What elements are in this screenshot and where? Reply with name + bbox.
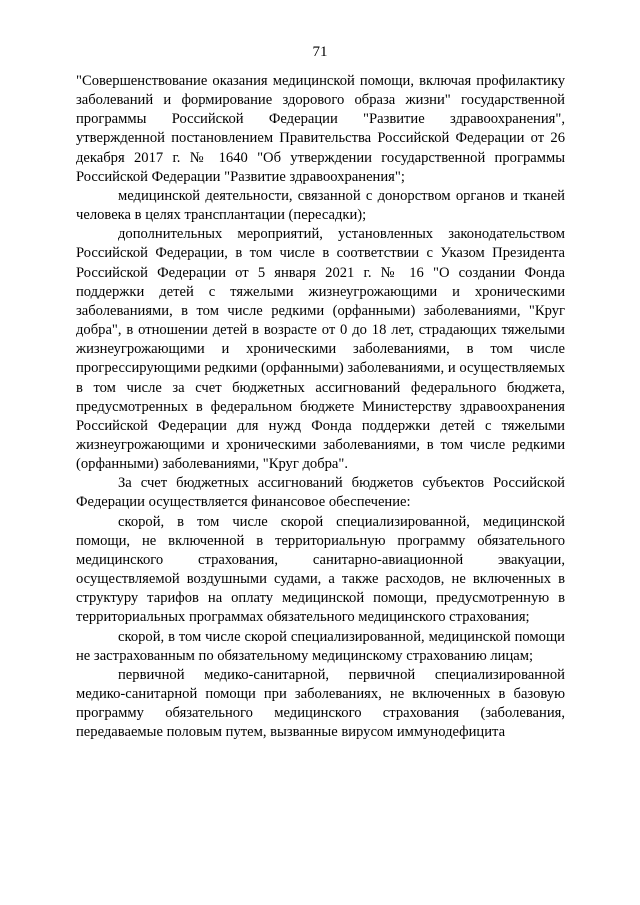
paragraph: "Совершенствование оказания медицинской помощи, включая профилактику заболеваний и формирование здорового образа жизни" государственной программы Российской Федерации "Развитие здравоохранения", утвержденной постановлением Правительства Российской Федерации от 26 декабря 2017 г. № 1640 "Об утверждении государственной программы Российской Федерации "Развитие здравоохранения"; xyxy=(76,73,565,185)
paragraph: первичной медико-санитарной, первичной специализированной медико-санитарной помощи при заболеваниях, не включенных в базовую программу обязательного медицинского страхования (заболевания, передаваемые половым путем, вызванные вирусом иммунодефицита xyxy=(76,666,565,741)
paragraph: скорой, в том числе скорой специализированной, медицинской помощи не застрахованным по обязательному медицинскому страхованию лицам; xyxy=(76,628,565,664)
paragraph: дополнительных мероприятий, установленных законодательством Российской Федерации, в том числе в соответствии с Указом Президента Российской Федерации от 5 января 2021 г. № 16 "О создании Фонда поддержки детей с тяжелыми жизнеугрожающими и хроническими заболеваниями, в том числе редкими (орфанными) заболеваниями, "Круг добра", в отношении детей в возрасте от 0 до 18 лет, страдающих тяжелыми жизнеугрожающими и хроническими заболеваниями, в том числе прогрессирующими редкими (орфанными) заболеваниями, и осуществляемых в том числе за счет бюджетных ассигнований федерального бюджета, предусмотренных в федеральном бюджете Министерству здравоохранения Российской Федерации для нужд Фонда поддержки детей с тяжелыми жизнеугрожающими и хроническими заболеваниями, в том числе редкими (орфанными) заболеваниями, "Круг добра". xyxy=(76,226,565,473)
paragraph: медицинской деятельности, связанной с донорством органов и тканей человека в целях трансплантации (пересадки); xyxy=(76,187,565,224)
paragraph: скорой, в том числе скорой специализированной, медицинской помощи, не включенной в территориальную программу обязательного медицинского страхования, санитарно-авиационной эвакуации, осуществляемой воздушными судами, а также расходов, не включенных в структуру тарифов на оплату медицинской помощи, предусмотренную в территориальных программах обязательного медицинского страхования; xyxy=(76,513,565,626)
page-number: 71 xyxy=(312,44,328,60)
paragraph: За счет бюджетных ассигнований бюджетов субъектов Российской Федерации осуществляется финансовое обеспечение: xyxy=(76,475,565,511)
document-body xyxy=(76,72,565,742)
